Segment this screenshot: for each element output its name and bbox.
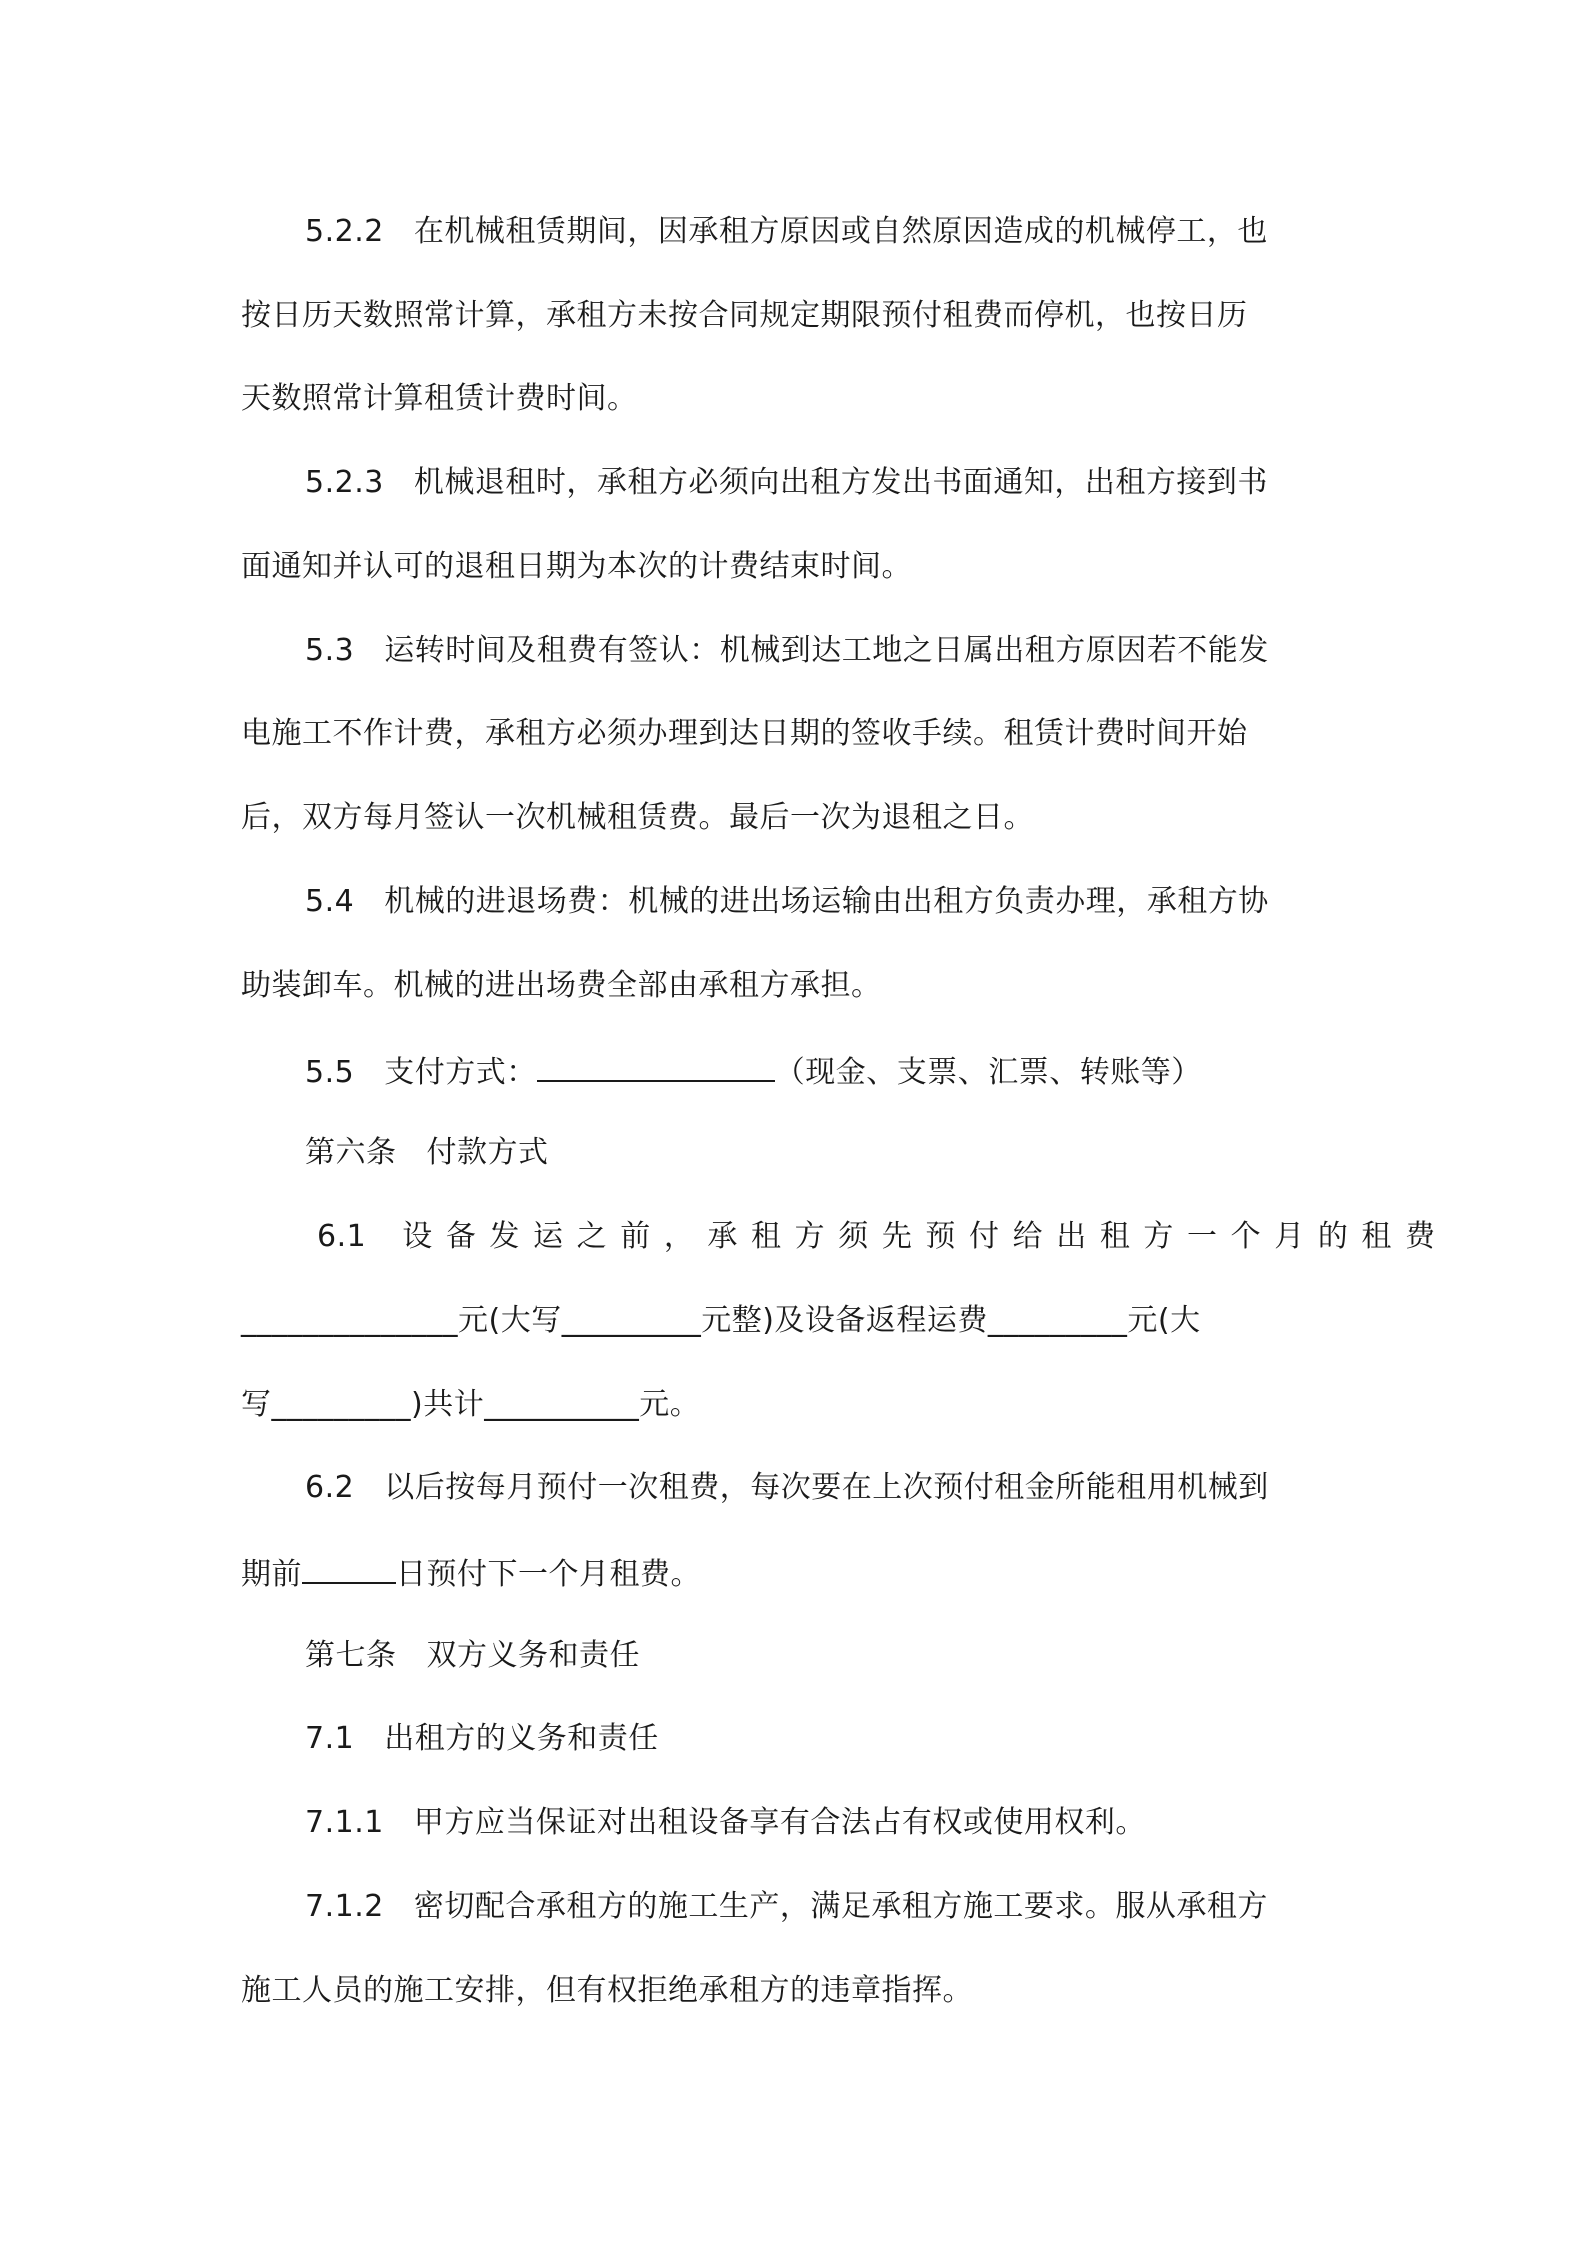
clause-text: 机械的进退场费：机械的进出场运输由出租方负责办理，承租方协 [384, 884, 1269, 919]
article-title: 付款方式 [426, 1135, 549, 1170]
article-title: 双方义务和责任 [426, 1638, 640, 1673]
clause-6-1-line-3: 写_________)共计__________元。 [241, 1387, 701, 1422]
clause-7-1-1 [305, 1803, 1146, 1843]
clause-number: 7.1.1 [305, 1805, 384, 1840]
clause-number: 5.5 [305, 1055, 355, 1090]
clause-5-2-2-line-1 [305, 212, 1268, 252]
clause-text: 机械退租时，承租方必须向出租方发出书面通知，出租方接到书 [413, 465, 1268, 500]
clause-5-3-line-1 [305, 631, 1269, 671]
clause-number: 5.4 [305, 884, 355, 919]
clause-text: 在机械租赁期间，因承租方原因或自然原因造成的机械停工，也 [413, 214, 1268, 249]
clause-6-1-line-2: ______________元(大写_________元整)及设备返程运费_________元(大 [241, 1303, 1201, 1338]
article-number: 第六条 [305, 1135, 397, 1170]
clause-6-2-line-1 [305, 1468, 1269, 1508]
clause-7-1-2-line-1 [305, 1887, 1268, 1927]
clause-5-4-line-1 [305, 882, 1269, 922]
clause-5-3-line-2: 电施工不作计费，承租方必须办理到达日期的签收手续。租赁计费时间开始 [241, 716, 1248, 751]
clause-text: 运转时间及租费有签认：机械到达工地之日属出租方原因若不能发 [384, 633, 1269, 668]
clause-suffix: （现金、支票、汇票、转账等） [774, 1055, 1202, 1090]
clause-number: 7.1.2 [305, 1889, 384, 1924]
clause-5-2-2-line-3: 天数照常计算租赁计费时间。 [241, 381, 638, 416]
clause-number: 5.2.3 [305, 465, 384, 500]
clause-text: 甲方应当保证对出租设备享有合法占有权或使用权利。 [413, 1805, 1146, 1840]
clause-text-suffix: 日预付下一个月租费。 [396, 1557, 701, 1592]
clause-number: 7.1 [305, 1721, 355, 1756]
clause-number: 5.3 [305, 633, 355, 668]
clause-text: 出租方的义务和责任 [384, 1721, 659, 1756]
clause-label: 支付方式： [384, 1055, 537, 1090]
clause-number: 6.2 [305, 1470, 355, 1505]
clause-text: 设备发运之前，承租方须先预付给出租方一个月的租费 [402, 1219, 1449, 1254]
clause-5-2-3-line-1 [305, 463, 1268, 503]
clause-5-5 [305, 1050, 1202, 1093]
payment-method-blank [537, 1050, 775, 1082]
article-number: 第七条 [305, 1638, 397, 1673]
article-7-heading [305, 1636, 640, 1676]
clause-5-4-line-2: 助装卸车。机械的进出场费全部由承租方承担。 [241, 968, 882, 1003]
clause-5-2-2-line-2: 按日历天数照常计算，承租方未按合同规定期限预付租费而停机，也按日历 [241, 298, 1248, 333]
days-blank [302, 1552, 396, 1584]
article-6-heading [305, 1133, 549, 1173]
clause-number: 5.2.2 [305, 214, 384, 249]
clause-text: 密切配合承租方的施工生产，满足承租方施工要求。服从承租方 [413, 1889, 1268, 1924]
clause-text: 以后按每月预付一次租费，每次要在上次预付租金所能租用机械到 [384, 1470, 1269, 1505]
clause-5-2-3-line-2: 面通知并认可的退租日期为本次的计费结束时间。 [241, 549, 912, 584]
clause-6-2-line-2 [241, 1552, 701, 1595]
clause-text-prefix: 期前 [241, 1557, 302, 1592]
clause-7-1-2-line-2: 施工人员的施工安排，但有权拒绝承租方的违章指挥。 [241, 1973, 973, 2008]
clause-5-3-line-3: 后，双方每月签认一次机械租赁费。最后一次为退租之日。 [241, 800, 1034, 835]
clause-6-1-line-1 [317, 1217, 1449, 1257]
clause-7-1 [305, 1719, 659, 1759]
clause-number: 6.1 [317, 1219, 367, 1254]
